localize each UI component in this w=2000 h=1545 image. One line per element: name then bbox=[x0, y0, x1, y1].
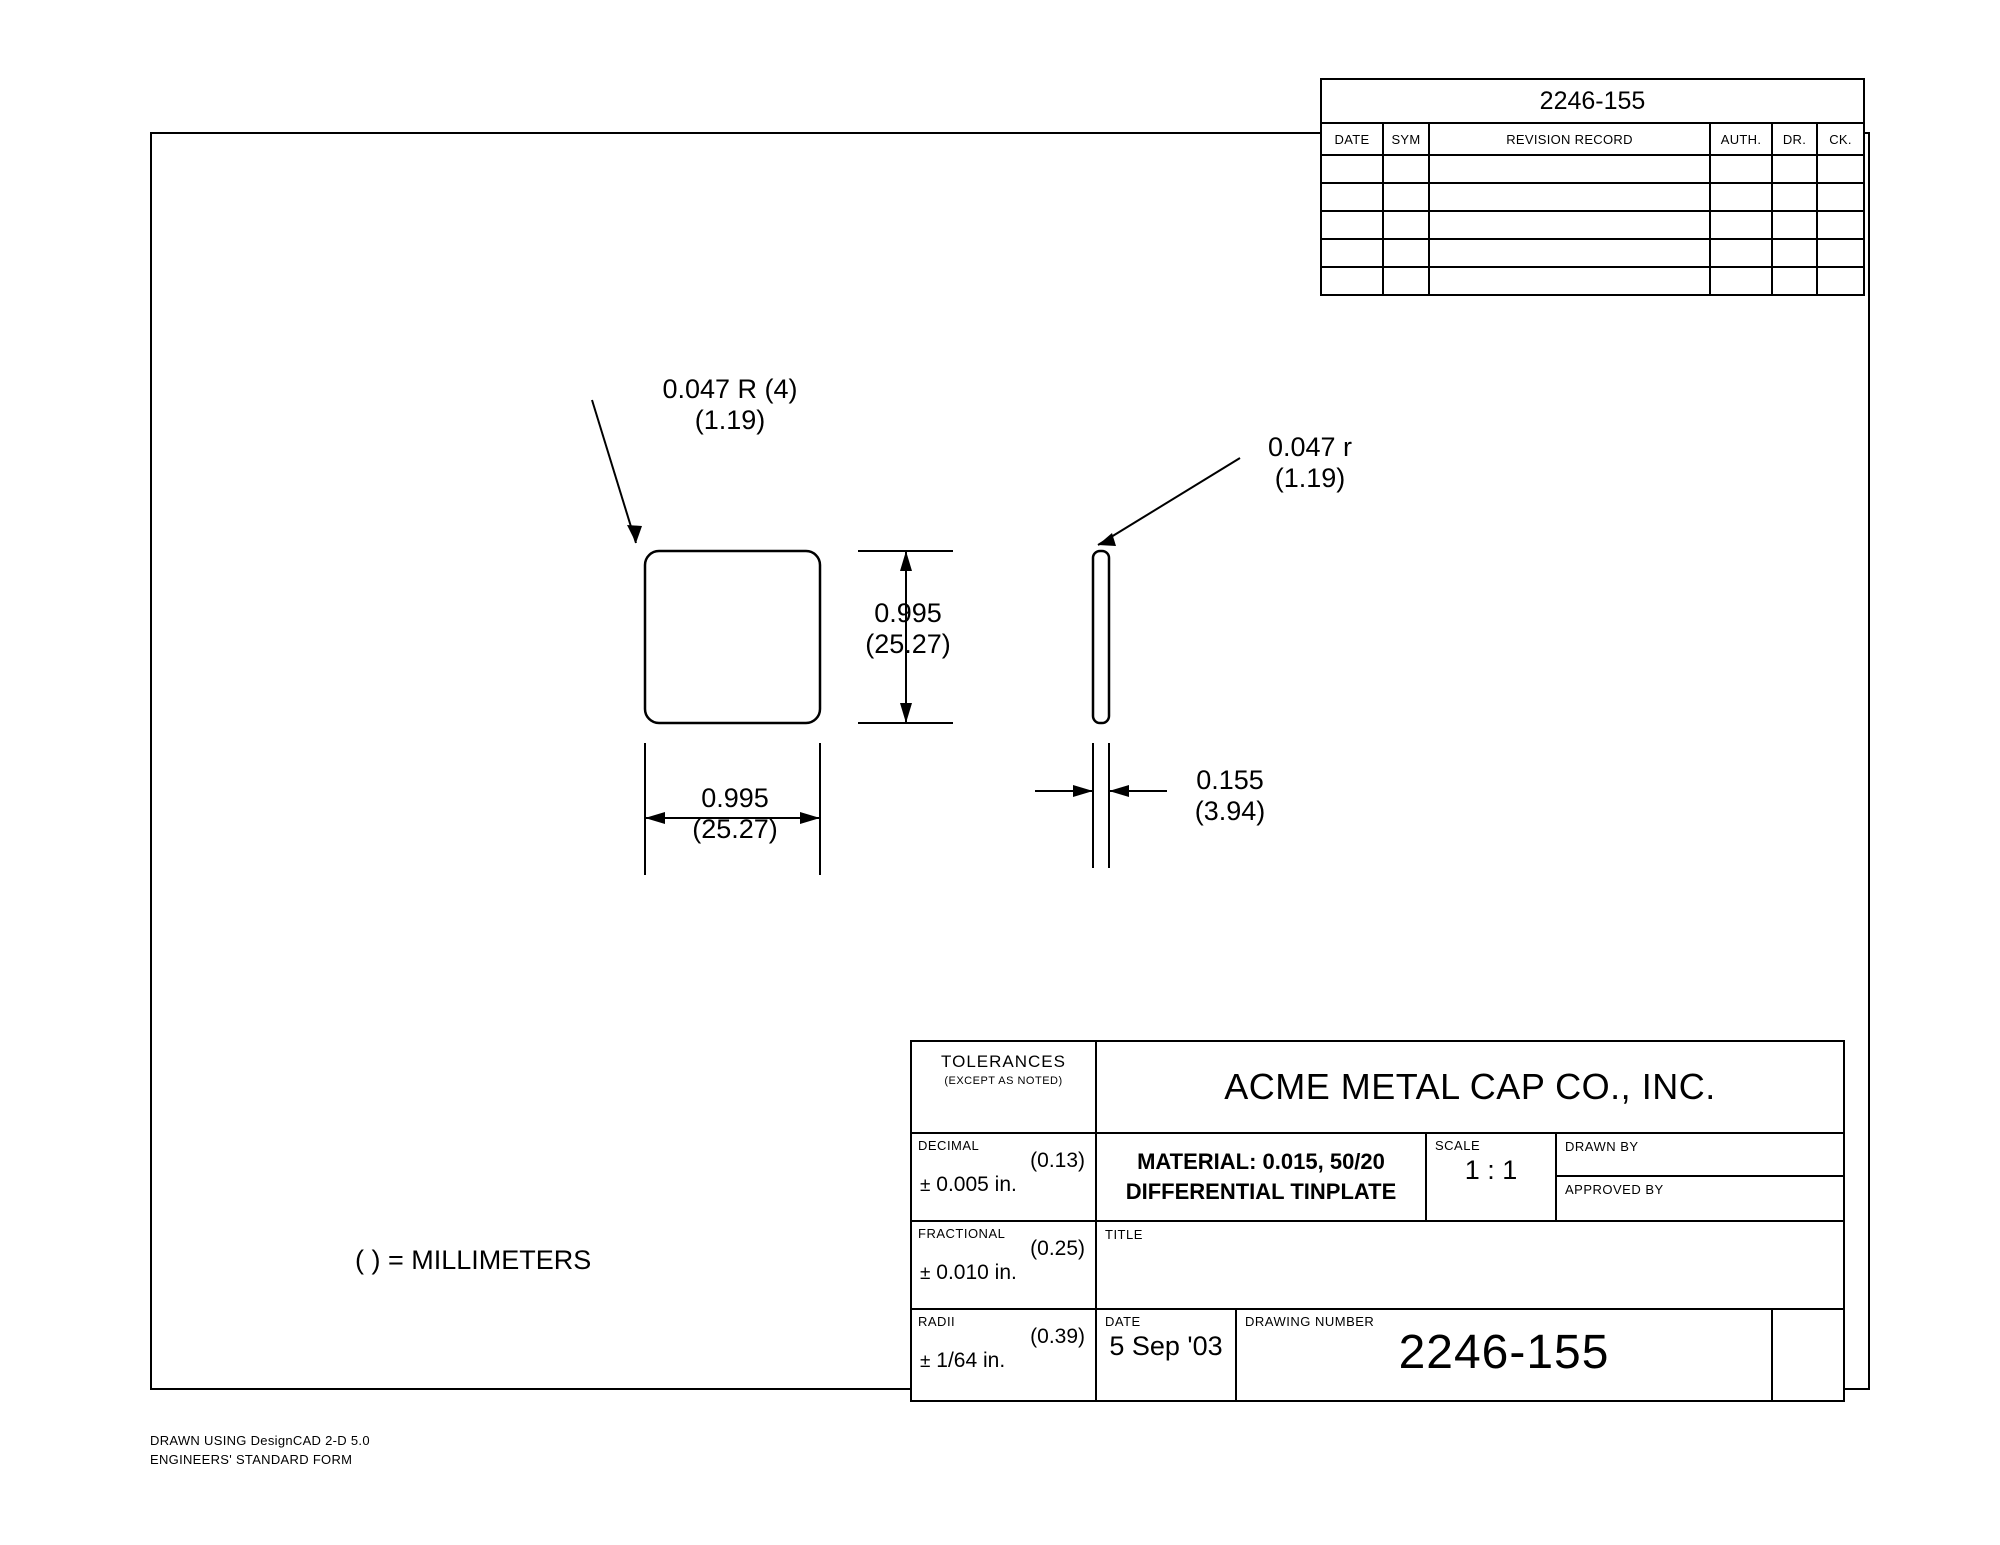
drawing-sheet-cell bbox=[1773, 1310, 1843, 1400]
fractional-tolerance-in-value: 0.010 in. bbox=[936, 1261, 1017, 1284]
width-dimension-line1: 0.995 bbox=[701, 783, 769, 813]
tolerances-heading: TOLERANCES bbox=[941, 1052, 1066, 1071]
decimal-tolerance-in bbox=[912, 1173, 1095, 1197]
material-line1: MATERIAL: 0.015, 50/20 bbox=[1137, 1149, 1385, 1175]
decimal-tolerance-cell bbox=[912, 1134, 1097, 1220]
fractional-tolerance-mm: (0.25) bbox=[1030, 1237, 1085, 1260]
date-value: 5 Sep '03 bbox=[1109, 1331, 1223, 1361]
plus-minus-symbol: ± bbox=[920, 1175, 931, 1196]
revision-cell-date bbox=[1322, 240, 1384, 266]
revision-cell-auth bbox=[1711, 268, 1773, 294]
drawn-by-field[interactable] bbox=[1557, 1134, 1843, 1177]
decimal-tolerance-in-value: 0.005 in. bbox=[936, 1173, 1017, 1196]
radii-tolerance-mm: (0.39) bbox=[1030, 1325, 1085, 1348]
revision-cell-auth bbox=[1711, 240, 1773, 266]
radius-callout-side-line2: (1.19) bbox=[1274, 463, 1346, 493]
radii-tolerance-label: RADII bbox=[918, 1314, 956, 1329]
signatures-cell bbox=[1557, 1134, 1843, 1220]
revision-col-auth: AUTH. bbox=[1711, 124, 1773, 154]
date-cell bbox=[1097, 1310, 1237, 1400]
revision-cell-record bbox=[1430, 156, 1711, 182]
revision-cell-auth bbox=[1711, 184, 1773, 210]
revision-cell-date bbox=[1322, 212, 1384, 238]
fractional-tolerance-label: FRACTIONAL bbox=[918, 1226, 1006, 1241]
title-block bbox=[910, 1040, 1845, 1402]
footer-notes bbox=[150, 1432, 370, 1470]
company-name: ACME METAL CAP CO., INC. bbox=[1224, 1066, 1716, 1107]
drawing-number-cell bbox=[1237, 1310, 1773, 1400]
revision-cell-date bbox=[1322, 268, 1384, 294]
revision-cell-date bbox=[1322, 156, 1384, 182]
fractional-tolerance-cell bbox=[912, 1222, 1097, 1308]
radii-tolerance-cell bbox=[912, 1310, 1097, 1400]
radius-callout-side bbox=[1240, 432, 1380, 494]
revision-cell-sym bbox=[1384, 240, 1430, 266]
revision-cell-ck bbox=[1818, 212, 1863, 238]
title-label: TITLE bbox=[1105, 1227, 1143, 1242]
footer-line1: DRAWN USING DesignCAD 2-D 5.0 bbox=[150, 1433, 370, 1448]
radii-tolerance-in bbox=[912, 1349, 1095, 1373]
width-dimension-line2: (25.27) bbox=[692, 814, 778, 844]
revision-col-dr: DR. bbox=[1773, 124, 1818, 154]
date-label: DATE bbox=[1105, 1314, 1141, 1329]
revision-cell-ck bbox=[1818, 268, 1863, 294]
revision-cell-ck bbox=[1818, 156, 1863, 182]
material-spec bbox=[1097, 1134, 1427, 1220]
revision-cell-ck bbox=[1818, 184, 1863, 210]
revision-block bbox=[1320, 78, 1865, 296]
revision-drawing-number: 2246-155 bbox=[1322, 80, 1863, 124]
radius-callout-front-line2: (1.19) bbox=[694, 405, 766, 435]
table-row bbox=[1322, 240, 1863, 268]
tolerances-subheading: (EXCEPT AS NOTED) bbox=[944, 1075, 1063, 1087]
height-dimension-line2: (25.27) bbox=[865, 629, 951, 659]
revision-cell-date bbox=[1322, 184, 1384, 210]
footer-line2: ENGINEERS' STANDARD FORM bbox=[150, 1451, 353, 1467]
title-field[interactable] bbox=[1097, 1222, 1843, 1308]
revision-cell-record bbox=[1430, 240, 1711, 266]
table-row bbox=[1322, 212, 1863, 240]
revision-cell-auth bbox=[1711, 212, 1773, 238]
table-row bbox=[1322, 268, 1863, 294]
fractional-tolerance-in bbox=[912, 1261, 1095, 1285]
scale-value: 1 : 1 bbox=[1464, 1155, 1518, 1185]
material-line2: DIFFERENTIAL TINPLATE bbox=[1125, 1179, 1397, 1204]
revision-col-record: REVISION RECORD bbox=[1430, 124, 1711, 154]
radius-callout-front bbox=[640, 374, 820, 436]
revision-cell-dr bbox=[1773, 212, 1818, 238]
revision-cell-record bbox=[1430, 212, 1711, 238]
decimal-tolerance-label: DECIMAL bbox=[918, 1138, 980, 1153]
tolerances-heading-cell bbox=[912, 1042, 1097, 1132]
thickness-dimension-text bbox=[1165, 765, 1295, 827]
thickness-dimension-line1: 0.155 bbox=[1196, 765, 1264, 795]
height-dimension-line1: 0.995 bbox=[874, 598, 942, 628]
revision-cell-record bbox=[1430, 184, 1711, 210]
revision-cell-sym bbox=[1384, 184, 1430, 210]
radius-callout-side-line1: 0.047 r bbox=[1267, 432, 1353, 462]
decimal-tolerance-mm: (0.13) bbox=[1030, 1149, 1085, 1172]
drawing-number-label: DRAWING NUMBER bbox=[1245, 1314, 1375, 1329]
drawn-by-label: DRAWN BY bbox=[1565, 1139, 1639, 1154]
radii-tolerance-in-value: 1/64 in. bbox=[936, 1349, 1006, 1372]
scale-cell bbox=[1427, 1134, 1557, 1220]
revision-cell-sym bbox=[1384, 268, 1430, 294]
revision-cell-dr bbox=[1773, 156, 1818, 182]
approved-by-label: APPROVED BY bbox=[1565, 1182, 1664, 1197]
revision-cell-ck bbox=[1818, 240, 1863, 266]
revision-cell-dr bbox=[1773, 268, 1818, 294]
revision-cell-record bbox=[1430, 268, 1711, 294]
revision-col-sym: SYM bbox=[1384, 124, 1430, 154]
revision-cell-dr bbox=[1773, 184, 1818, 210]
width-dimension-text bbox=[655, 783, 815, 845]
revision-cell-dr bbox=[1773, 240, 1818, 266]
revision-cell-auth bbox=[1711, 156, 1773, 182]
revision-col-date: DATE bbox=[1322, 124, 1384, 154]
plus-minus-symbol: ± bbox=[920, 1263, 931, 1284]
scale-label: SCALE bbox=[1435, 1138, 1481, 1153]
table-row bbox=[1322, 184, 1863, 212]
revision-cell-sym bbox=[1384, 156, 1430, 182]
drawing-number-value: 2246-155 bbox=[1398, 1326, 1610, 1379]
units-note: ( ) = MILLIMETERS bbox=[355, 1245, 592, 1275]
thickness-dimension-line2: (3.94) bbox=[1194, 796, 1266, 826]
radius-callout-front-line1: 0.047 R (4) bbox=[662, 374, 798, 404]
plus-minus-symbol: ± bbox=[920, 1351, 931, 1372]
approved-by-field[interactable] bbox=[1557, 1177, 1843, 1220]
revision-cell-sym bbox=[1384, 212, 1430, 238]
revision-header-row bbox=[1322, 124, 1863, 156]
revision-col-ck: CK. bbox=[1829, 131, 1852, 147]
height-dimension-text bbox=[838, 598, 978, 660]
table-row bbox=[1322, 156, 1863, 184]
